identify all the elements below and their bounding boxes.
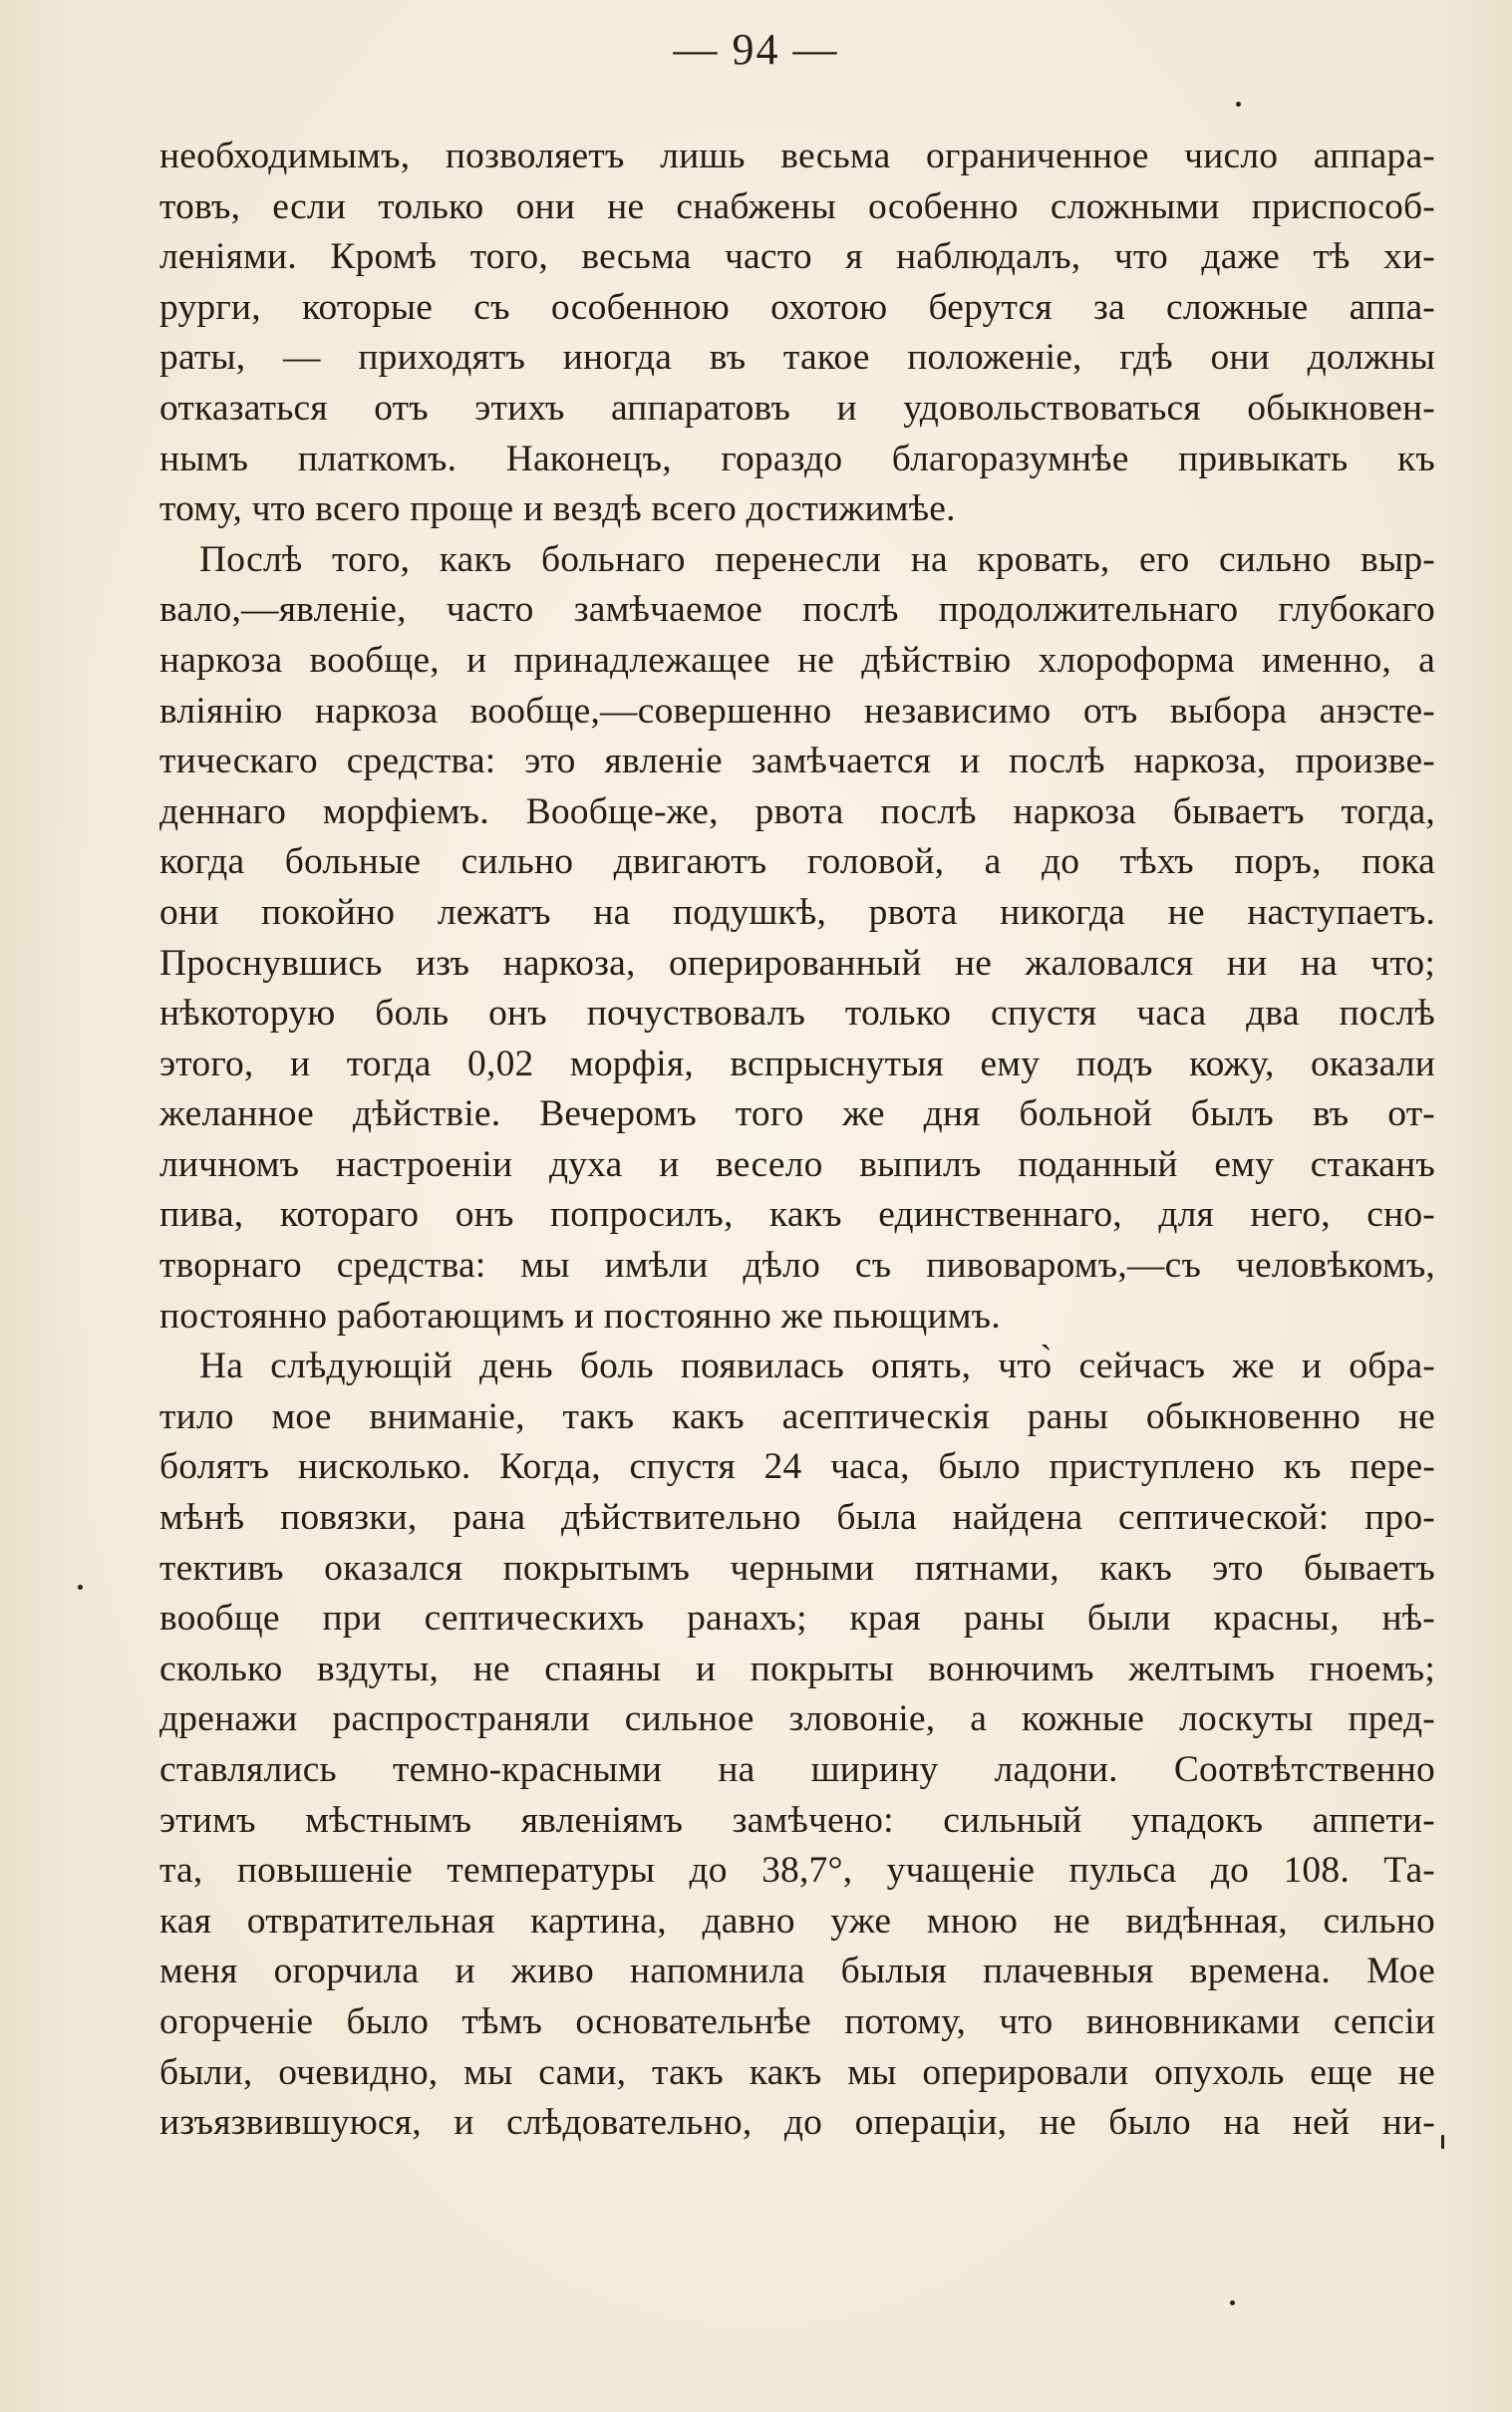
page-number: — 94 — bbox=[673, 25, 839, 74]
text-line: меня огорчила и живо напомнила былыя плачевныя времена. Мое bbox=[159, 1951, 1435, 1992]
text-line: товъ, если только они не снабжены особенно сложными приспособ- bbox=[159, 185, 1435, 227]
text-line: творнаго средства: мы имѣли дѣло съ пивоваромъ,—съ человѣкомъ, bbox=[159, 1245, 1435, 1287]
text-line: личномъ настроеніи духа и весело выпилъ поданный ему стаканъ bbox=[159, 1143, 1435, 1185]
text-line: вообще при септическихъ ранахъ; края раны были красны, нѣ- bbox=[159, 1598, 1435, 1640]
text-line: нымъ платкомъ. Наконецъ, гораздо благоразумнѣе привыкать къ bbox=[159, 438, 1435, 479]
ink-speck bbox=[1441, 2135, 1444, 2149]
text-line: наркоза вообще, и принадлежащее не дѣйствію хлороформа именно, а bbox=[159, 639, 1435, 681]
text-line: дренажи распространяли сильное зловоніе, а кожные лоскуты пред- bbox=[159, 1698, 1435, 1740]
text-line: та, повышеніе температуры до 38,7°, учащеніе пульса до 108. Та- bbox=[159, 1850, 1435, 1892]
text-line: нѣкоторую боль онъ почуствовалъ только спустя часа два послѣ bbox=[159, 993, 1435, 1035]
text-line: сколько вздуты, не спаяны и покрыты вонючимъ желтымъ гноемъ; bbox=[159, 1648, 1435, 1689]
paragraph-start-line: Послѣ того, какъ больнаго перенесли на кровать, его сильно выр- bbox=[199, 538, 1435, 580]
text-line: огорченіе было тѣмъ основательнѣе потому, что виновниками сепсіи bbox=[159, 2000, 1435, 2042]
paragraph-start-line: На слѣдующій день боль появилась опять, что̀ сейчасъ же и обра- bbox=[199, 1346, 1435, 1387]
text-line: желанное дѣйствіе. Вечеромъ того же дня больной былъ въ от- bbox=[159, 1093, 1435, 1135]
text-line: Проснувшись изъ наркоза, оперированный не жаловался ни на что; bbox=[159, 942, 1435, 984]
text-line: тическаго средства: это явленіе замѣчается и послѣ наркоза, произве- bbox=[159, 741, 1435, 782]
text-line: вало,—явленіе, часто замѣчаемое послѣ продолжительнаго глубокаго bbox=[159, 589, 1435, 631]
text-line: пива, котораго онъ попросилъ, какъ единственнаго, для него, сно- bbox=[159, 1194, 1435, 1236]
text-line: этимъ мѣстнымъ явленіямъ замѣчено: сильный упадокъ аппети- bbox=[159, 1799, 1435, 1841]
text-line: они покойно лежатъ на подушкѣ, рвота никогда не наступаетъ. bbox=[159, 891, 1435, 933]
text-line: кая отвратительная картина, давно уже мною не видѣнная, сильно bbox=[159, 1900, 1435, 1942]
text-line: ставлялись темно-красными на ширину ладони. Соотвѣтственно bbox=[159, 1749, 1435, 1790]
ink-speck bbox=[1236, 102, 1241, 107]
text-line: изъязвившуюся, и слѣдовательно, до операціи, не было на ней ни- bbox=[159, 2102, 1435, 2144]
text-line: деннаго морфіемъ. Вообще-же, рвота послѣ наркоза бываетъ тогда, bbox=[159, 790, 1435, 832]
text-line: леніями. Кромѣ того, весьма часто я наблюдалъ, что даже тѣ хи- bbox=[159, 236, 1435, 278]
text-line: тективъ оказался покрытымъ черными пятнами, какъ это бываетъ bbox=[159, 1547, 1435, 1589]
text-line: постоянно работающимъ и постоянно же пьющимъ. bbox=[159, 1295, 1001, 1337]
text-line: раты, — приходятъ иногда въ такое положеніе, гдѣ они должны bbox=[159, 337, 1435, 379]
text-line: этого, и тогда 0,02 морфія, вспрыснутыя ему подъ кожу, оказали bbox=[159, 1043, 1435, 1084]
text-line: вліянію наркоза вообще,—совершенно независимо отъ выбора анэсте- bbox=[159, 690, 1435, 732]
ink-speck bbox=[78, 1585, 83, 1590]
text-line: были, очевидно, мы сами, такъ какъ мы оперировали опухоль еще не bbox=[159, 2051, 1435, 2093]
text-line: тило мое вниманіе, такъ какъ асептическія раны обыкновенно не bbox=[159, 1395, 1435, 1437]
text-line: болятъ нисколько. Когда, спустя 24 часа, было приступлено къ пере- bbox=[159, 1446, 1435, 1488]
text-line: необходимымъ, позволяетъ лишь весьма ограниченное число аппара- bbox=[159, 136, 1435, 176]
text-line: отказаться отъ этихъ аппаратовъ и удовольствоваться обыкновен- bbox=[159, 387, 1435, 429]
text-line: когда больные сильно двигаютъ головой, а до тѣхъ поръ, пока bbox=[159, 841, 1435, 883]
text-line: тому, что всего проще и вездѣ всего достижимѣе. bbox=[159, 488, 956, 530]
ink-speck bbox=[1230, 2300, 1235, 2305]
text-line: мѣнѣ повязки, рана дѣйствительно была найдена септической: про- bbox=[159, 1497, 1435, 1539]
text-line: рурги, которые съ особенною охотою берутся за сложные аппа- bbox=[159, 286, 1435, 328]
body-text bbox=[159, 132, 1435, 2149]
